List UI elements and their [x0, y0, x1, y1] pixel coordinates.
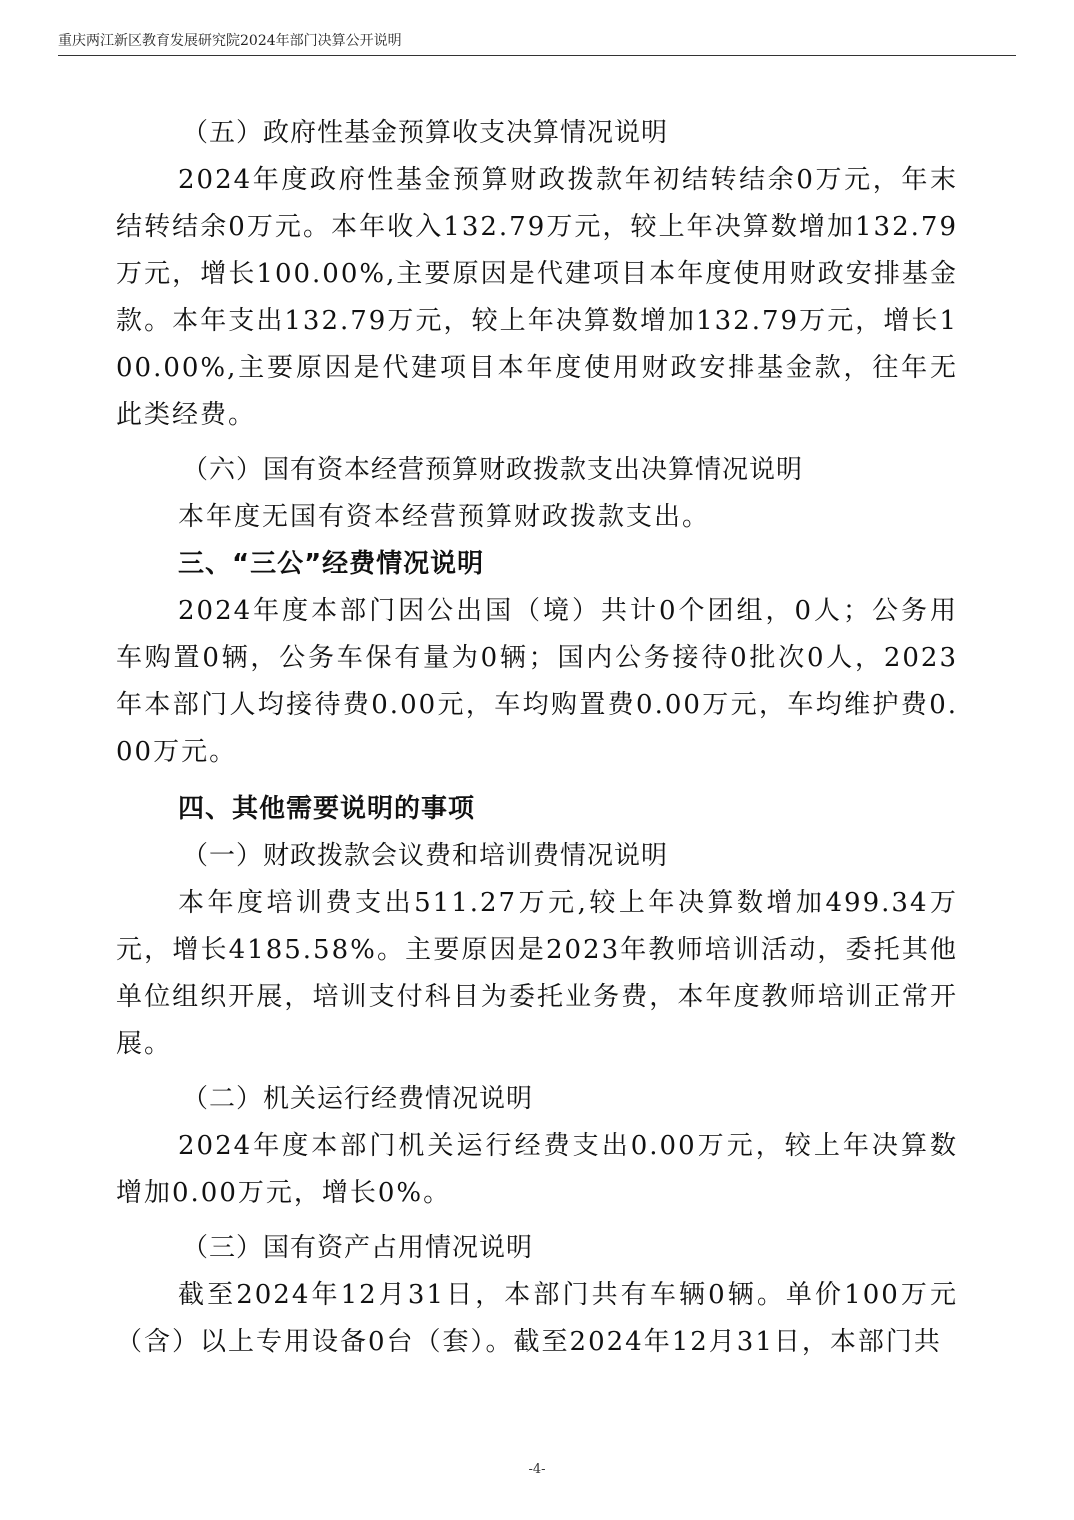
part-4-2-heading: （二）机关运行经费情况说明 [182, 1084, 534, 1114]
spacer [116, 1068, 958, 1076]
header-divider [58, 55, 1016, 56]
section-6-paragraph: 本年度无国有资本经营预算财政拨款支出。 [178, 502, 711, 532]
part-4-3-paragraph: 截至2024年12月31日，本部门共有车辆0辆。单价100万元（含）以上专用设备0台（套）。截至2024年12月31日，本部门共 [116, 1280, 958, 1357]
part-4-3-heading: （三）国有资产占用情况说明 [182, 1233, 534, 1263]
spacer [116, 439, 958, 447]
section-6-heading: （六）国有资本经营预算财政拨款支出决算情况说明 [182, 455, 804, 485]
part-4-2-paragraph: 2024年度本部门机关运行经费支出0.00万元，较上年决算数增加0.00万元，增长0%。 [116, 1131, 958, 1208]
spacer [116, 776, 958, 786]
document-body [116, 110, 958, 1366]
part-3-heading: 三、“三公”经费情况说明 [178, 549, 485, 579]
section-5-heading: （五）政府性基金预算收支决算情况说明 [182, 118, 669, 148]
part-4-heading: 四、其他需要说明的事项 [178, 794, 476, 824]
part-3-paragraph: 2024年度本部门因公出国（境）共计0个团组，0人；公务用车购置0辆，公务车保有量为0辆；国内公务接待0批次0人，2023年本部门人均接待费0.00元，车均购置费0.00万元，车均维护费0.00万元。 [116, 596, 958, 767]
page-number: -4- [528, 1462, 546, 1477]
spacer [116, 1217, 958, 1225]
part-4-1-heading: （一）财政拨款会议费和培训费情况说明 [182, 841, 669, 871]
section-5-paragraph: 2024年度政府性基金预算财政拨款年初结转结余0万元，年末结转结余0万元。本年收入132.79万元，较上年决算数增加132.79万元，增长100.00%,主要原因是代建项目本年度使用财政安排基金款。本年支出132.79万元，较上年决算数增加132.79万元，增长100.00%,主要原因是代建项目本年度使用财政安排基金款，往年无此类经费。 [116, 165, 958, 430]
running-header: 重庆两江新区教育发展研究院2024年部门决算公开说明 [58, 33, 402, 49]
part-4-1-paragraph: 本年度培训费支出511.27万元,较上年决算数增加499.34万元，增长4185.58%。主要原因是2023年教师培训活动，委托其他单位组织开展，培训支付科目为委托业务费，本年度教师培训正常开展。 [116, 888, 958, 1059]
